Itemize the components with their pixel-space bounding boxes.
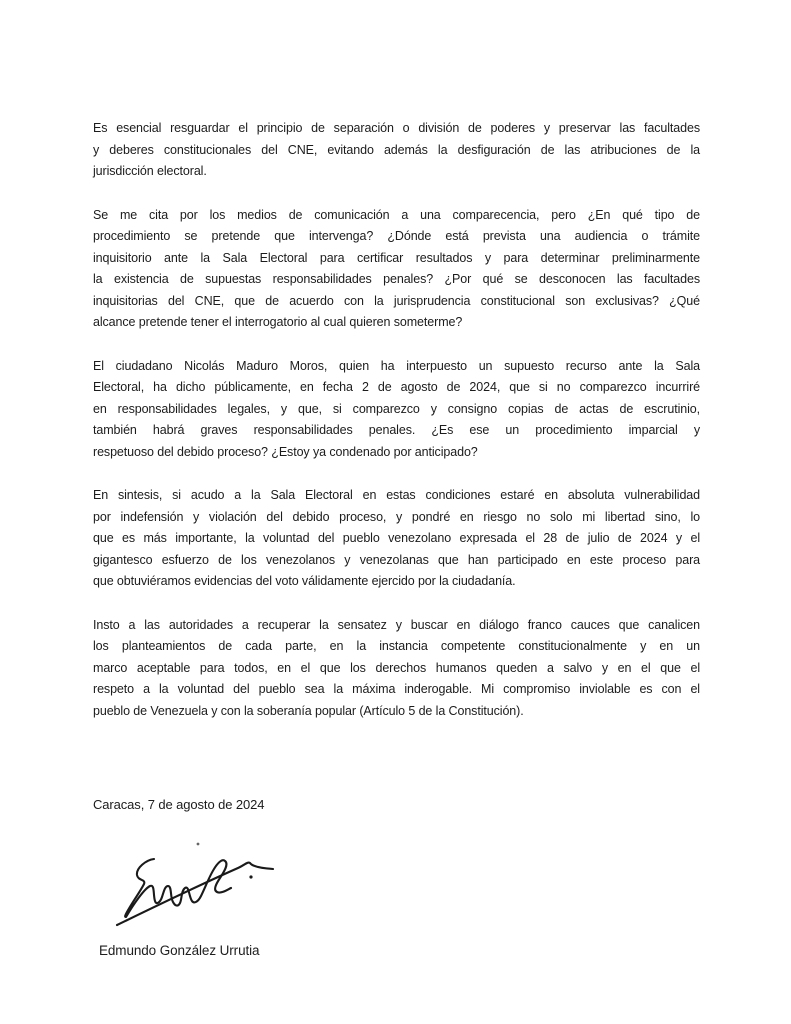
- letter-body: [93, 118, 700, 744]
- paragraph-line: Insto a las autoridades a recuperar la sensatez y buscar en diálogo franco cauces que canalicen: [93, 617, 700, 632]
- paragraph-line: por indefensión y violación del debido proceso, y pondré en riesgo no solo mi libertad sino, lo: [93, 509, 700, 524]
- paragraph: [93, 485, 700, 593]
- paragraph-line: El ciudadano Nicolás Maduro Moros, quien ha interpuesto un supuesto recurso ante la Sala: [93, 358, 700, 373]
- paragraph-line: respetuoso del debido proceso? ¿Estoy ya condenado por anticipado?: [93, 444, 478, 459]
- paragraph: [93, 615, 700, 723]
- paragraph-line: también habrá graves responsabilidades penales. ¿Es ese un procedimiento imparcial y: [93, 423, 700, 437]
- paragraph-line: Se me cita por los medios de comunicación a una comparecencia, pero ¿En qué tipo de: [93, 207, 700, 222]
- paragraph-line: que es más importante, la voluntad del pueblo venezolano expresada el 28 de julio de 2024 y el: [93, 531, 700, 545]
- paragraph-line: inquisitorias del CNE, que de acuerdo con la jurisprudencia constitucional son exclusivas? ¿Qué: [93, 293, 700, 308]
- paragraph: [93, 118, 700, 183]
- paragraph-line: en responsabilidades legales, y que, si comparezco y consigno copias de actas de escrutinio,: [93, 401, 700, 416]
- paragraph-line: que obtuviéramos evidencias del voto válidamente ejercido por la ciudadanía.: [93, 574, 516, 588]
- paragraph: [93, 356, 700, 464]
- paragraph-line: y deberes constitucionales del CNE, evitando además la desfiguración de las atribuciones de la: [93, 142, 700, 157]
- paragraph: [93, 205, 700, 334]
- signature-dot-end: [249, 875, 252, 878]
- paragraph-line: jurisdicción electoral.: [93, 164, 207, 178]
- handwritten-signature-icon: [110, 841, 280, 945]
- paragraph-line: Electoral, ha dicho públicamente, en fecha 2 de agosto de 2024, que si no comparezco incurriré: [93, 380, 700, 394]
- signature-dot-top: [197, 843, 200, 846]
- dateline: Caracas, 7 de agosto de 2024: [93, 797, 265, 812]
- signatory-name: Edmundo González Urrutia: [99, 943, 260, 958]
- paragraph-line: los planteamientos de cada parte, en la instancia competente constitucionalmente y en un: [93, 639, 700, 653]
- paragraph-line: alcance pretende tener el interrogatorio al cual quieren someterme?: [93, 315, 463, 329]
- paragraph-line: gigantesco esfuerzo de los venezolanos y venezolanas que han participado en este proceso para: [93, 552, 700, 567]
- paragraph-line: pueblo de Venezuela y con la soberanía popular (Artículo 5 de la Constitución).: [93, 703, 524, 718]
- paragraph-line: la existencia de supuestas responsabilidades penales? ¿Por qué se desconocen las facultades: [93, 272, 700, 286]
- paragraph-line: Es esencial resguardar el principio de separación o división de poderes y preservar las facultades: [93, 121, 700, 135]
- paragraph-line: procedimiento se pretende que intervenga? ¿Dónde está prevista una audiencia o trámite: [93, 229, 700, 243]
- paragraph-line: respeto a la voluntad del pueblo sea la máxima inderogable. Mi compromiso inviolable es con el: [93, 682, 700, 696]
- paragraph-line: En sintesis, si acudo a la Sala Electoral en estas condiciones estaré en absoluta vulnerabilidad: [93, 488, 700, 502]
- paragraph-line: marco aceptable para todos, en el que los derechos humanos queden a salvo y en el que el: [93, 660, 700, 675]
- signature-stroke-main: [125, 859, 231, 917]
- paragraph-line: inquisitorio ante la Sala Electoral para certificar resultados y para determinar preliminarmente: [93, 250, 700, 265]
